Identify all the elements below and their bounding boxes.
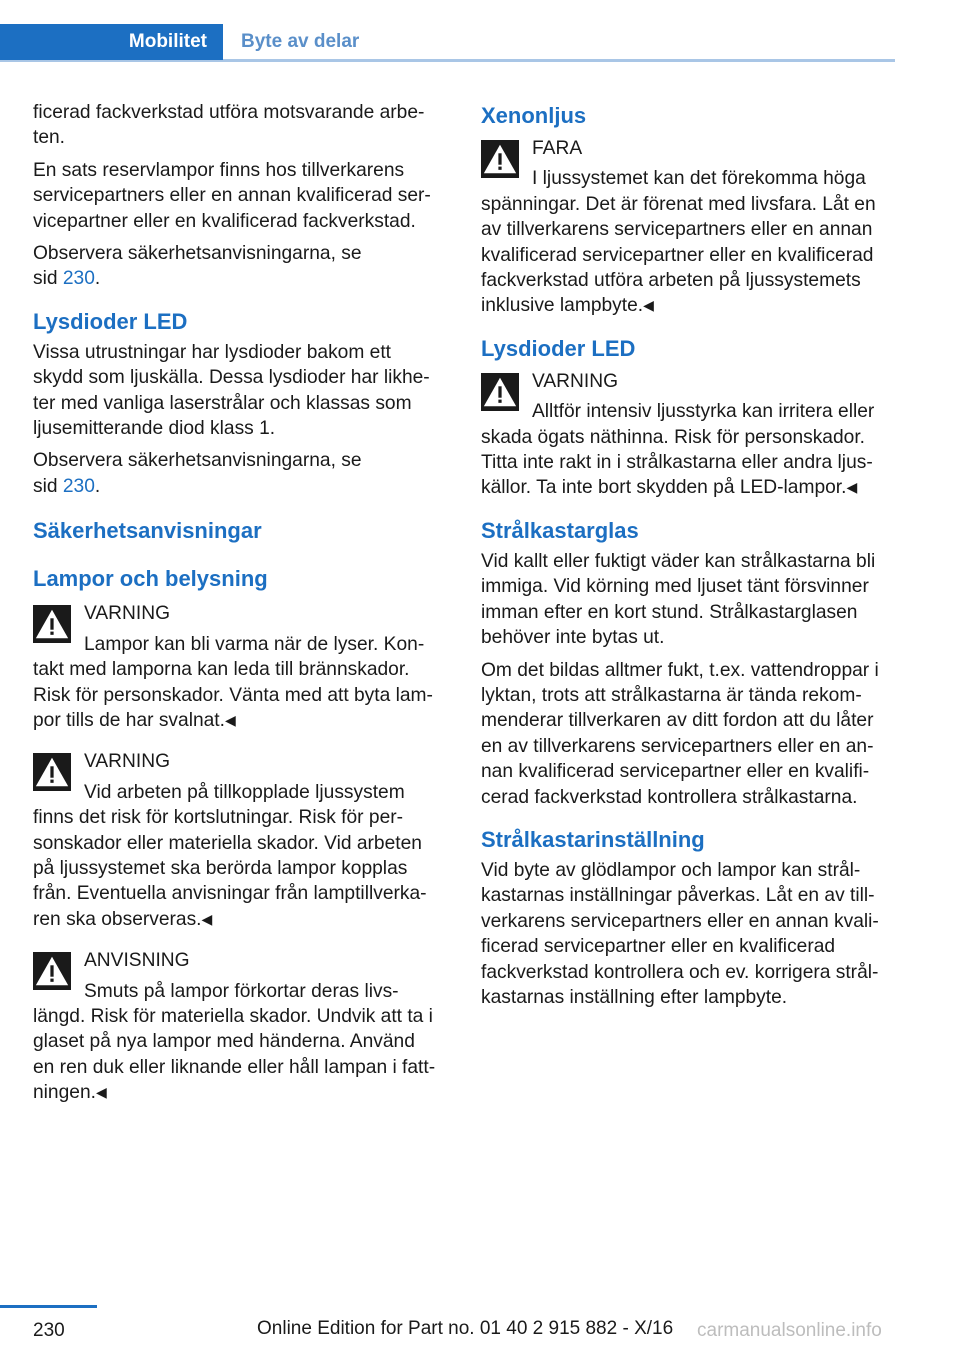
heading-sakerhetsanvisningar: Säkerhetsanvisningar [33, 518, 262, 544]
danger-block [481, 136, 897, 319]
heading-stralkastarinstallning: Strålkastarinställning [481, 826, 705, 852]
heading-lampor-och-belysning: Lampor och belysning [33, 566, 268, 592]
paragraph [33, 448, 449, 499]
danger-text: I ljussystemet kan det förekomma höga [532, 168, 866, 190]
paragraph: Vid byte av glödlampor och lampor kan strål- kastarnas inställningar påverkas. Låt en av till- verkarens servicepartners eller en annan kvali- ficerad servicepartner eller en kvalificerad fackverkstad kontrollera och ev. korrigera strål- kastarnas inställning efter lampbyte. [481, 859, 879, 1008]
paragraph: ficerad fackverkstad utföra motsvarande arbe- ten. [33, 102, 425, 149]
notice-block [33, 948, 449, 1105]
warning-text: Vid arbeten på tillkopplade ljussystem [84, 781, 405, 803]
header-tabs [0, 24, 895, 62]
paragraph: Vid kallt eller fuktigt väder kan strålkastarna bli immiga. Vid körning med ljuset tänt försvinner imman efter en kort stund. Strålkastarglasen behöver inte bytas ut. [481, 550, 876, 649]
footer-rule [0, 1305, 97, 1308]
notice-text: Smuts på lampor förkortar deras livs- [84, 980, 399, 1002]
page-link[interactable]: 230 [62, 475, 95, 497]
warning-block [33, 749, 449, 932]
page-number: 230 [33, 1320, 65, 1341]
warning-triangle-icon [481, 373, 519, 411]
period: . [94, 268, 101, 290]
warning-block [33, 601, 449, 733]
warning-text: Alltför intensiv ljusstyrka kan irritera eller [532, 401, 875, 423]
right-column [481, 100, 897, 1010]
left-column [33, 100, 449, 1122]
paragraph: Vissa utrustningar har lysdioder bakom ett skydd som ljuskälla. Dessa lysdioder har likhe- ter med vanliga laserstrålar och klassas som ljusemitterande diod klass 1. [33, 341, 430, 440]
tab-mobilitet[interactable]: Mobilitet [0, 24, 223, 60]
heading-lysdioder-led: Lysdioder LED [33, 308, 188, 334]
paragraph: En sats reservlampor finns hos tillverkarens servicepartners eller en annan kvalificerad ser- vicepartner eller en kvalificerad fackverkstad. [33, 159, 431, 232]
notice-text: längd. Risk för materiella skador. Undvik att ta i glaset på nya lampor med händerna. Använd en ren duk eller liknande eller håll lampan i fatt- ningen. [33, 1005, 436, 1104]
page-link[interactable]: 230 [62, 268, 95, 290]
danger-text: spänningar. Det är förenat med livsfara. Låt en av tillverkarens servicepartners eller en annan kvalificerad servicepartner eller en kvalificerad fackverkstad utföra arbeten på ljussystemets inklusive lampbyte. [481, 193, 876, 317]
paragraph [33, 241, 449, 292]
paragraph-text: Observera säkerhetsanvisningarna, se sid [33, 243, 362, 290]
end-mark: ◀ [201, 910, 213, 927]
warning-text: skada ögats näthinna. Risk för personskador. Titta inte rakt in i strålkastarna eller andra ljus- källor. Ta inte bort skydden på LED-lampor. [481, 426, 873, 499]
warning-text: finns det risk för kortslutningar. Risk för per- sonskador eller materiella skador. Vid arbeten på ljussystemet ska berörda lampor kopplas från. Eventuella anvisningar från lamptillverka- ren ska observeras. [33, 807, 427, 930]
warning-label: VARNING [84, 751, 170, 773]
edition-note: Online Edition for Part no. 01 40 2 915 882 - X/16 [257, 1318, 674, 1339]
period: . [94, 475, 101, 497]
heading-lysdioder-led: Lysdioder LED [481, 335, 636, 361]
warning-triangle-icon [33, 753, 71, 791]
tab-byte-av-delar[interactable]: Byte av delar [241, 31, 360, 52]
end-mark: ◀ [643, 297, 654, 314]
warning-triangle-icon [33, 605, 71, 643]
watermark: carmanualsonline.info [697, 1320, 882, 1341]
danger-label: FARA [532, 138, 583, 159]
warning-label: VARNING [84, 603, 170, 625]
warning-label: VARNING [532, 370, 618, 392]
warning-triangle-icon [481, 140, 519, 178]
heading-stralkastarglas: Strålkastarglas [481, 517, 639, 543]
heading-xenonljus: Xenonljus [481, 103, 587, 128]
notice-label: ANVISNING [84, 950, 190, 972]
end-mark: ◀ [95, 1084, 107, 1101]
warning-text: Lampor kan bli varma när de lyser. Kon- [84, 633, 425, 655]
paragraph: Om det bildas alltmer fukt, t.ex. vattendroppar i lyktan, trots att strålkastarna är tända rekom- menderar tillverkaren av ditt fordon att du låter en av tillverkarens servicepartners eller en an- nan kvalificerad servicepartner eller en kvalifi- cerad fackverkstad kontrollera strålkastarna. [481, 659, 879, 808]
paragraph-text: Observera säkerhetsanvisningarna, se sid [33, 450, 362, 497]
warning-text: takt med lamporna kan leda till brännskador. Risk för personskador. Vänta med att byta lam- por tills de har svalnat. [33, 659, 433, 731]
end-mark: ◀ [224, 711, 236, 728]
warning-block [481, 369, 897, 501]
warning-triangle-icon [33, 952, 71, 990]
end-mark: ◀ [846, 479, 858, 496]
